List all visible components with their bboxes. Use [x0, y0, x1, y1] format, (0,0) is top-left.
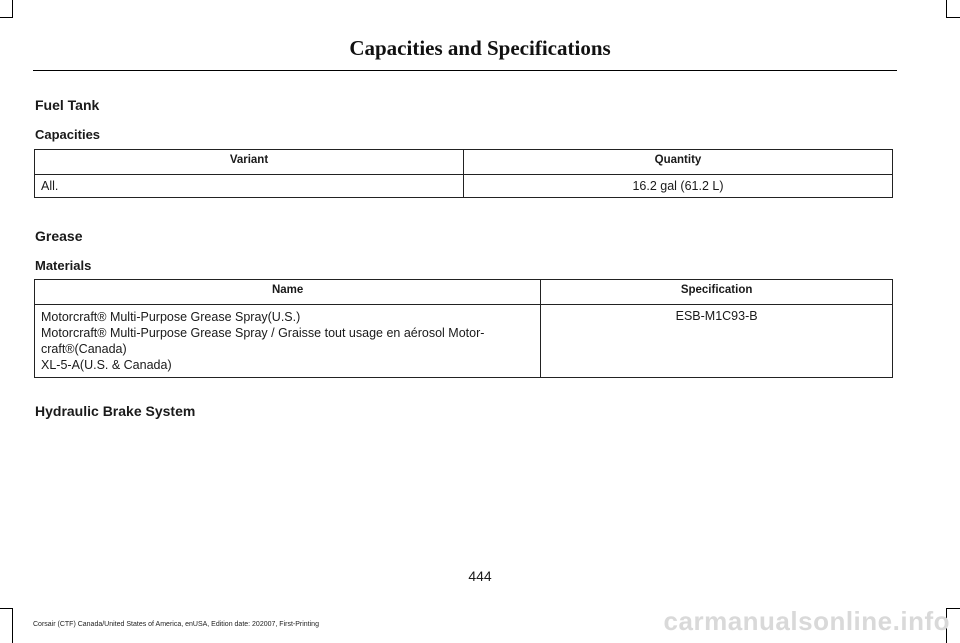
materials-subheading: Materials: [35, 258, 92, 273]
name-line: Motorcraft® Multi-Purpose Grease Spray(U.S.): [41, 310, 301, 324]
table-header-row: [35, 150, 893, 175]
capacities-table: [34, 149, 893, 198]
column-header-specification: Specification: [541, 280, 893, 305]
crop-mark-bottom-left-v: [12, 608, 13, 643]
table-row: [35, 305, 893, 378]
page-title: Capacities and Specifications: [349, 36, 611, 60]
variant-cell: All.: [35, 175, 464, 198]
table-header-row: [35, 280, 893, 305]
grease-heading: Grease: [35, 228, 83, 244]
column-header-variant: Variant: [35, 150, 464, 175]
materials-table: [34, 279, 893, 378]
column-header-quantity: Quantity: [464, 150, 893, 175]
footer-edition-text: Corsair (CTF) Canada/United States of America, enUSA, Edition date: 202007, First-Printing: [33, 621, 319, 628]
crop-mark-top-left-v: [12, 0, 13, 18]
name-cell: [35, 305, 541, 378]
crop-mark-top-left-h: [0, 17, 12, 18]
name-line: Motorcraft® Multi-Purpose Grease Spray / Graisse tout usage en aérosol Motor-: [41, 326, 485, 340]
specification-cell: ESB-M1C93-B: [541, 305, 893, 378]
capacities-subheading: Capacities: [35, 127, 101, 142]
crop-mark-top-right-v: [946, 0, 947, 18]
watermark: carmanualsonline.info: [663, 606, 950, 636]
table-row: [35, 175, 893, 198]
crop-mark-bottom-left-h: [0, 608, 12, 609]
name-line: XL-5-A(U.S. & Canada): [41, 358, 172, 372]
page-number: 444: [468, 568, 492, 584]
name-line: craft®(Canada): [41, 342, 127, 356]
hydraulic-brake-heading: Hydraulic Brake System: [35, 403, 196, 419]
title-rule: [33, 70, 897, 71]
fuel-tank-heading: Fuel Tank: [35, 97, 100, 113]
crop-mark-top-right-h: [947, 17, 960, 18]
quantity-cell: 16.2 gal (61.2 L): [464, 175, 893, 198]
column-header-name: Name: [35, 280, 541, 305]
